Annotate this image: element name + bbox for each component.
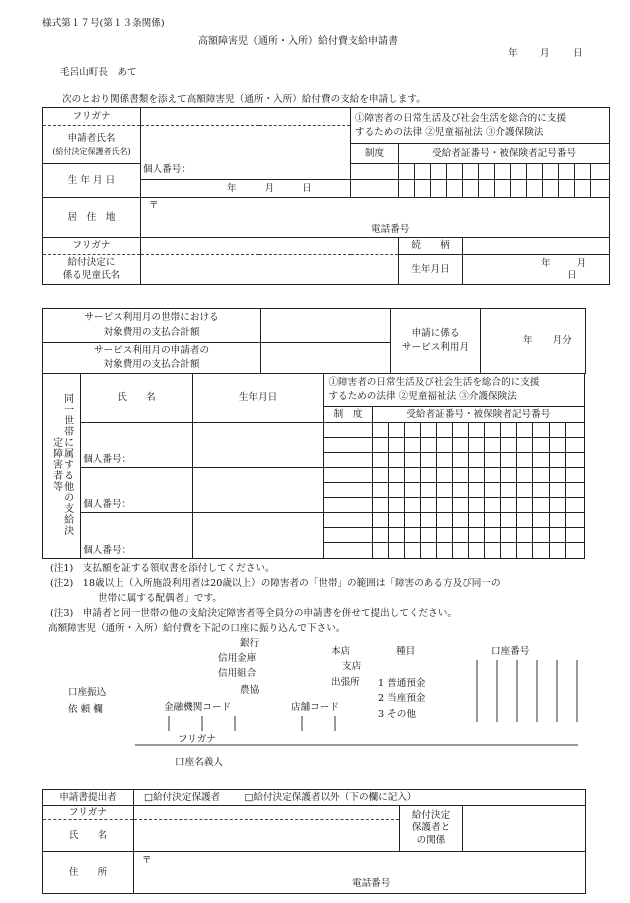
child-year-label: 年 [541, 258, 551, 269]
cert-number-label: 受給者証番号・被保険者記号番号 [399, 144, 610, 164]
submitter-name-label: 氏 名 [43, 820, 134, 852]
birth-day-label: 日 [302, 182, 312, 194]
submitter-address-label: 住 所 [43, 852, 134, 894]
transfer-label-1: 口座振込 [68, 687, 107, 698]
kind-3[interactable]: 3 その他 [378, 709, 416, 720]
member-2-individual-no: 個人番号： [83, 498, 132, 510]
applicant-name-label: 申請者氏名 [67, 133, 116, 145]
child-day-label: 日 [567, 269, 577, 281]
branch-code-label: 店舗コード [291, 702, 339, 713]
kind-label: 種目 [396, 646, 416, 657]
submitter-table [42, 789, 586, 894]
note-2-cont: 世帯に属する配偶者」です。 [98, 593, 222, 604]
submitter-option-other[interactable]: □給付決定保護者以外（下の欄に記入） [244, 791, 417, 803]
transfer-label-2: 依 頼 欄 [68, 704, 103, 715]
birth-label: 生 年 月 日 [43, 164, 141, 198]
submitter-option-guardian[interactable]: □給付決定保護者 [144, 791, 221, 803]
note-1: (注1) 支払額を証する領収書を添付してください。 [50, 563, 275, 574]
branch-type-3: 出張所 [331, 677, 360, 688]
addressee: 毛呂山町長 あて [60, 67, 137, 78]
relation-label-3: の関係 [416, 834, 446, 846]
system-label: 制度 [351, 144, 399, 164]
child-furigana-label: フリガナ [43, 238, 141, 255]
branch-type-1: 本店 [331, 646, 351, 657]
institution-code-label: 金融機関コード [164, 702, 232, 713]
member-1-individual-no: 個人番号： [83, 453, 132, 465]
kind-1[interactable]: 1 普通預金 [378, 678, 426, 689]
submitter-address-field[interactable] [134, 852, 586, 894]
phone-label: 電話番号 [371, 224, 410, 235]
kind-2[interactable]: 2 当座預金 [378, 693, 426, 704]
household-total-label-2: 対象費用の支払合計額 [103, 326, 200, 338]
page-title: 高額障害児（通所・入所）給付費支給申請書 [198, 36, 398, 47]
date-day-label: 日 [573, 48, 583, 59]
member-law-note-2: するための法律 ②児童福祉法 ③介護保険法 [328, 391, 517, 402]
household-total-label-1: サービス利用月の世帯における [84, 312, 219, 324]
bank-type-4: 農協 [240, 685, 260, 696]
member-law-note-1: ①障害者の日常生活及び社会生活を総合的に支援 [328, 377, 540, 389]
child-birth-label: 生年月日 [399, 255, 463, 285]
bank-type-2: 信用金庫 [218, 653, 257, 664]
bank-lead: 高額障害児（通所・入所）給付費を下記の口座に振り込んで下さい。 [48, 623, 346, 634]
household-side-label: 同一世帯に属する他の支給決定障害者等 [50, 392, 73, 536]
holder-furigana-label: フリガナ [178, 734, 216, 745]
branch-type-2: 支店 [342, 661, 362, 672]
member-system-header: 制 度 [324, 407, 372, 423]
form-number: 様式第１７号(第１３条関係) [42, 18, 165, 29]
account-number-label: 口座番号 [491, 646, 530, 657]
relation-label: 続 柄 [399, 238, 463, 255]
submitter-phone-label: 電話番号 [352, 878, 391, 889]
service-month-label-1: 申請に係る [411, 327, 460, 339]
applicant-total-label-2: 対象費用の支払合計額 [103, 359, 200, 370]
submitter-relation-field[interactable] [463, 806, 586, 852]
furigana-label: フリガナ [43, 108, 141, 126]
holder-label: 口座名義人 [175, 757, 223, 768]
postal-mark: 〒 [149, 200, 159, 211]
member-cert-header: 受給者証番号・被保険者記号番号 [372, 407, 584, 423]
note-2: (注2) 18歳以上（入所施設利用者は20歳以上）の障害者の「世帯」の範囲は「障害のある方及び同一の [50, 578, 501, 589]
member-3-individual-no: 個人番号： [83, 544, 132, 556]
submitter-postal-mark: 〒 [142, 855, 152, 866]
submitter-name-field[interactable] [134, 820, 400, 852]
applicant-name-sublabel: (給付決定保護者氏名) [52, 146, 131, 156]
date-year-label: 年 [508, 48, 518, 59]
note-3: (注3) 申請者と同一世帯の他の支給決定障害者等全員分の申請書を併せて提出してください。 [50, 608, 457, 619]
service-month-suffix: 月分 [552, 335, 572, 347]
service-month-label-2: サービス利用月 [401, 342, 470, 353]
individual-number-label: 個人番号： [143, 163, 191, 175]
submitter-furigana-label: フリガナ [43, 806, 134, 820]
birth-month-label: 月 [264, 182, 275, 194]
submitter-furigana-field[interactable] [134, 806, 400, 820]
child-name-label-2: 係る児童氏名 [62, 269, 121, 281]
applicant-total-label-1: サービス利用月の申請者の [93, 344, 210, 356]
relation-label-2: 保護者と [411, 822, 451, 834]
member-birth-header: 生年月日 [192, 374, 324, 423]
date-month-label: 月 [540, 48, 550, 59]
service-year-label: 年 [523, 335, 533, 347]
birth-year-label: 年 [227, 182, 237, 194]
child-name-label-1: 給付決定に [67, 257, 116, 269]
child-month-label: 月 [576, 258, 587, 269]
bank-type-3: 信用組合 [218, 668, 257, 679]
bank-type-1: 銀行 [240, 638, 260, 649]
law-note-line2: するための法律 ②児童福祉法 ③介護保険法 [355, 126, 544, 138]
member-name-header: 氏 名 [81, 374, 193, 423]
law-note-line1: ①障害者の日常生活及び社会生活を総合的に支援 [355, 112, 567, 124]
address-label: 居 住 地 [43, 198, 141, 238]
submitter-label: 申請書提出者 [43, 790, 134, 806]
relation-label-1: 給付決定 [411, 809, 451, 821]
intro-text: 次のとおり関係書類を添えて高額障害児（通所・入所）給付費の支給を申請します。 [62, 94, 426, 105]
